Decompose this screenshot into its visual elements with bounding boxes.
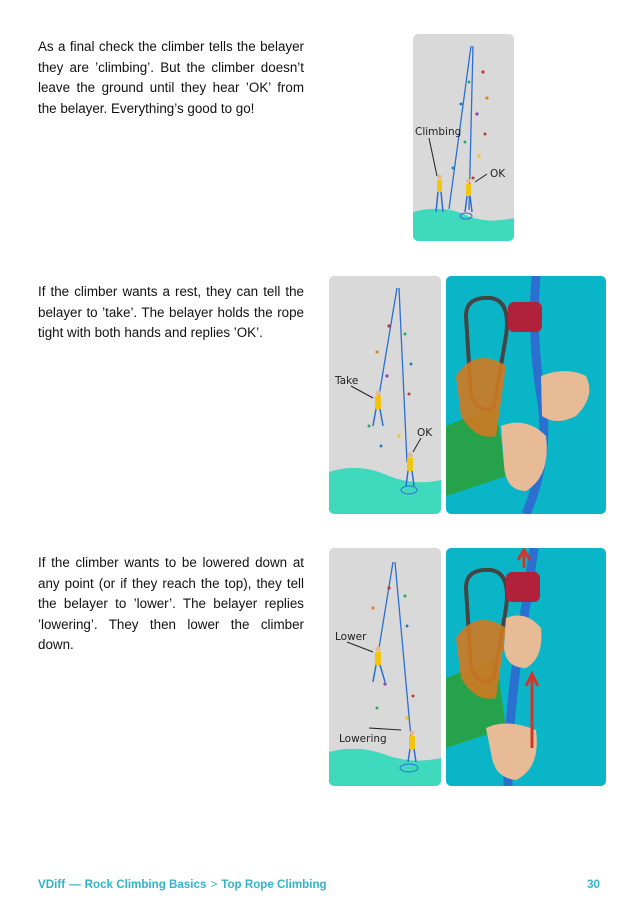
illustration-lower	[329, 548, 441, 786]
paragraph-lower: If the climber wants to be lowered down at any point (or if they reach the top), they tell the belayer to ’lower’. The belayer replies ’lowering’. They then lower the climber down.	[38, 555, 304, 653]
belay-device-closeup-take	[446, 276, 606, 514]
climbing-wall-drawing	[413, 34, 514, 241]
footer-section: Rock Climbing Basics	[84, 878, 207, 891]
paragraph-climbing: As a final check the climber tells the belayer they are ’climbing’. But the climber doesn’t leave the ground until they hear ’OK’ from the belayer. Everything’s good to go!	[38, 39, 304, 116]
footer-dash: —	[69, 878, 81, 891]
belay-device-closeup-lower	[446, 548, 606, 786]
footer-page-title: Top Rope Climbing	[221, 878, 327, 891]
illustration-climbing	[413, 34, 514, 241]
caption-climbing: Climbing	[415, 126, 462, 138]
illustration-take	[329, 276, 441, 514]
breadcrumb	[38, 878, 327, 891]
caption-ok-2: OK	[417, 427, 433, 439]
belay-lowering-drawing	[446, 548, 606, 786]
lower-wall-drawing	[329, 548, 441, 786]
paragraph-take: If the climber wants a rest, they can tell the belayer to ’take’. The belayer holds the rope tight with both hands and replies ’OK’.	[38, 284, 304, 341]
caption-lower: Lower	[335, 631, 367, 643]
page-number: 30	[587, 878, 600, 891]
page-footer	[38, 878, 600, 891]
take-wall-drawing	[329, 276, 441, 514]
caption-take: Take	[335, 375, 359, 387]
footer-publisher: VDiff	[38, 878, 66, 891]
belay-hands-drawing	[446, 276, 606, 514]
caption-ok-1: OK	[490, 168, 506, 180]
footer-separator: >	[210, 878, 218, 891]
caption-lowering: Lowering	[339, 733, 387, 745]
